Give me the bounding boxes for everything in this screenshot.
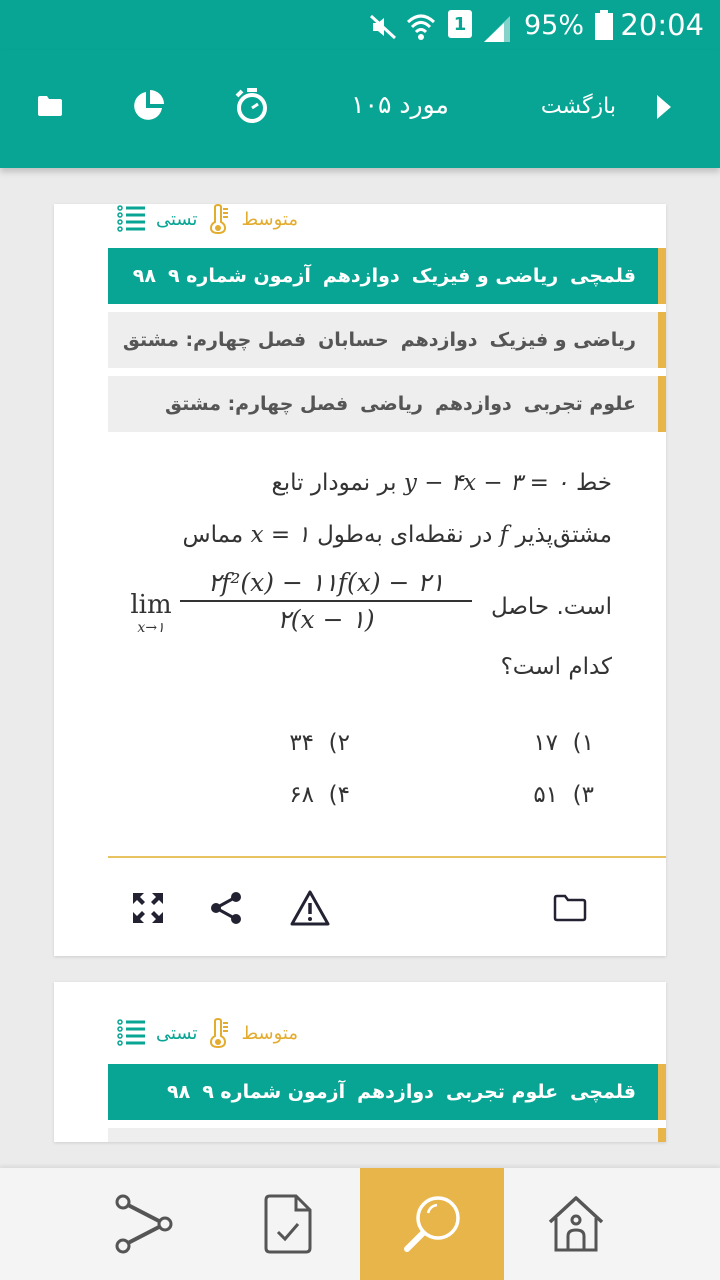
nav-share-button[interactable] bbox=[72, 1168, 216, 1280]
search-icon bbox=[402, 1194, 462, 1254]
home-icon bbox=[546, 1194, 606, 1254]
share-icon[interactable] bbox=[204, 886, 248, 930]
timer-icon[interactable] bbox=[232, 86, 272, 126]
bottom-nav bbox=[0, 1168, 720, 1280]
limit-fraction bbox=[180, 568, 472, 634]
share-icon bbox=[115, 1194, 173, 1254]
document-check-icon bbox=[264, 1194, 312, 1254]
tag-row[interactable] bbox=[108, 1128, 666, 1142]
tag-row[interactable]: قلمچیریاضی و فیزیکدوازدهمآزمون شماره ۹۹۸ bbox=[108, 248, 666, 304]
thermometer-icon bbox=[207, 204, 231, 234]
question-card bbox=[54, 982, 666, 1142]
folder-icon[interactable] bbox=[548, 886, 592, 930]
question-line: کدام است؟ bbox=[500, 654, 612, 680]
question-meta bbox=[116, 204, 298, 234]
equation: y − ۴x − ۳ = ۰ bbox=[403, 470, 569, 496]
warning-icon[interactable] bbox=[288, 886, 332, 930]
equation: x = ۱ bbox=[250, 522, 310, 548]
folder-icon[interactable] bbox=[36, 92, 64, 120]
divider bbox=[108, 856, 666, 858]
limit-operator: lim x→۱ bbox=[130, 590, 172, 636]
nav-exam-button[interactable] bbox=[216, 1168, 360, 1280]
question-count: ۱۰۵ مورد bbox=[351, 89, 449, 119]
question-type: تستی bbox=[155, 1022, 198, 1044]
tag-row[interactable]: قلمچیعلوم تجربیدوازدهمآزمون شماره ۹۹۸ bbox=[108, 1064, 666, 1120]
question-line: است. حاصل bbox=[490, 594, 612, 620]
option-4[interactable]: ۴) ۶۸ bbox=[289, 782, 350, 808]
back-label[interactable]: بازگشت bbox=[540, 93, 616, 119]
option-1[interactable]: ۱) ۱۷ bbox=[533, 730, 594, 756]
fraction-numerator: ۲f²(x) − ۱۱f(x) − ۲۱ bbox=[207, 568, 445, 597]
sim-icon: 1 bbox=[448, 10, 472, 38]
question-card bbox=[54, 204, 666, 956]
fraction-denominator: ۲(x − ۱) bbox=[277, 605, 375, 634]
option-3[interactable]: ۳) ۵۱ bbox=[533, 782, 594, 808]
pie-chart-icon[interactable] bbox=[130, 88, 166, 124]
question-text: خط y − ۴x − ۳ = ۰ بر نمودار تابع مشتق‌پذیر f در نقطه‌ای به‌طول x = ۱ مماس است. حاصل کدام است؟ bbox=[182, 470, 612, 680]
difficulty-level: متوسط bbox=[241, 208, 298, 230]
nav-search-button[interactable] bbox=[360, 1168, 504, 1280]
status-bar bbox=[0, 0, 720, 50]
clock: 20:04 bbox=[620, 8, 704, 42]
tag-row[interactable]: علوم تجربیدوازدهمریاضیفصل چهارم: مشتق bbox=[108, 376, 666, 432]
difficulty-level: متوسط bbox=[241, 1022, 298, 1044]
thermometer-icon bbox=[207, 1018, 231, 1048]
signal-icon bbox=[482, 12, 512, 46]
tag-row[interactable]: ریاضی و فیزیکدوازدهمحسابانفصل چهارم: مشتق bbox=[108, 312, 666, 368]
question-meta bbox=[116, 1018, 298, 1048]
app-bar bbox=[0, 50, 720, 168]
list-icon bbox=[116, 1019, 146, 1047]
option-2[interactable]: ۲) ۳۴ bbox=[289, 730, 350, 756]
back-arrow-icon[interactable] bbox=[652, 90, 676, 124]
question-type: تستی bbox=[155, 208, 198, 230]
wifi-icon bbox=[406, 10, 436, 44]
nav-home-button[interactable] bbox=[504, 1168, 648, 1280]
mute-icon bbox=[368, 10, 398, 44]
battery-percent: 95% bbox=[523, 9, 584, 41]
battery-icon bbox=[594, 10, 614, 40]
expand-icon[interactable] bbox=[126, 886, 170, 930]
list-icon bbox=[116, 205, 146, 233]
fraction-bar bbox=[180, 600, 472, 602]
